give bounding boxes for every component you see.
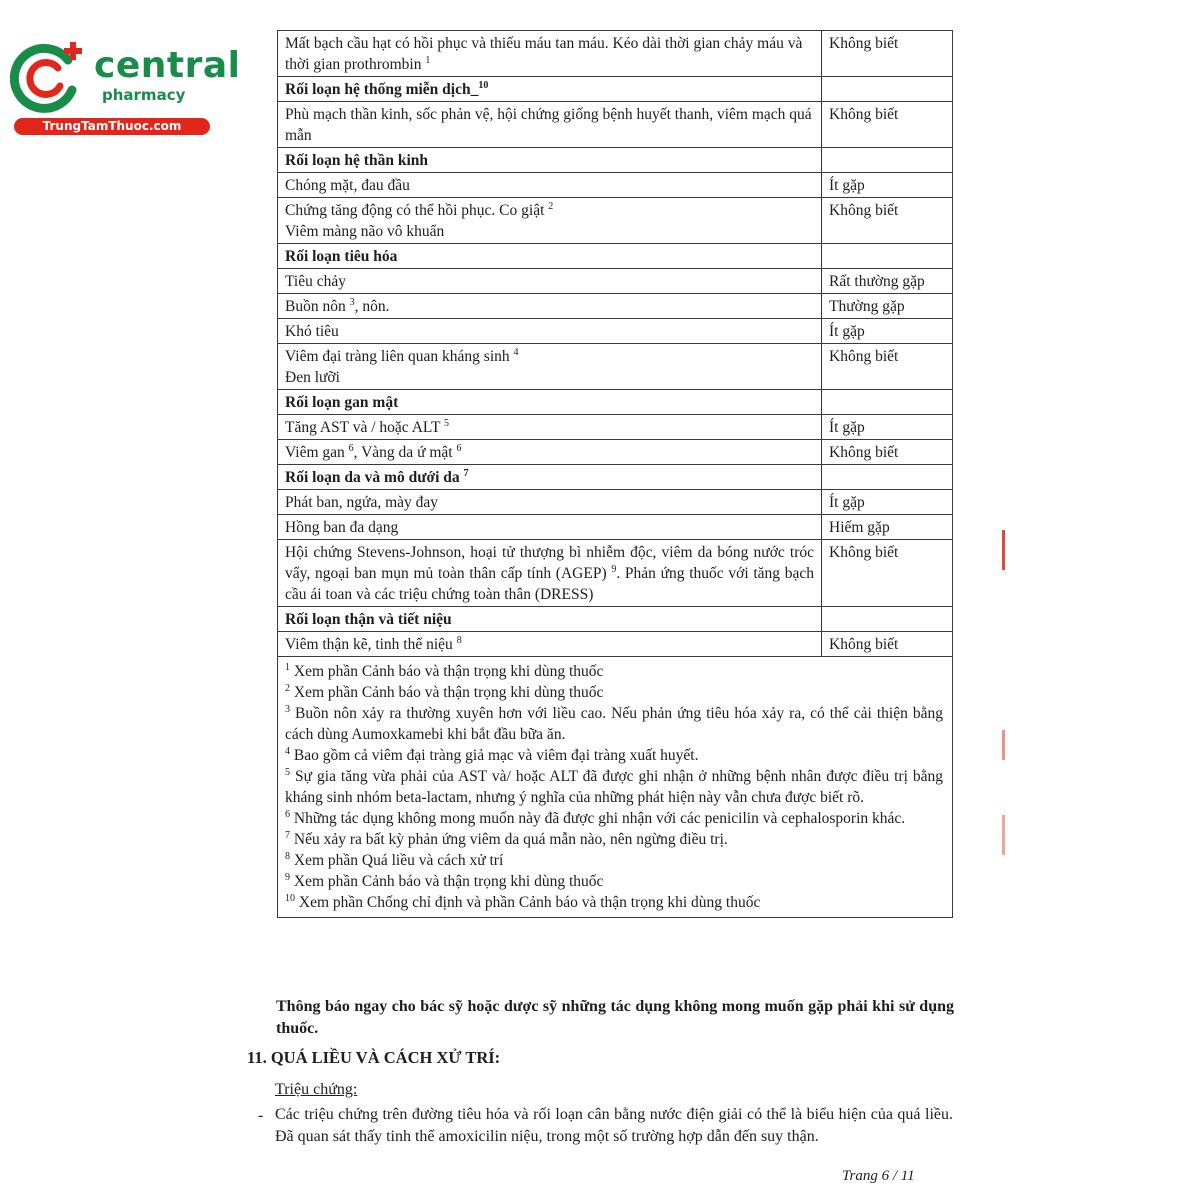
footnote-ref: 3 (349, 296, 355, 308)
footnote (285, 850, 943, 871)
frequency-cell (822, 465, 953, 490)
frequency-cell (822, 77, 953, 102)
footnote-number: 7 (285, 829, 290, 841)
effect-text: Buồn nôn (285, 298, 346, 315)
frequency-cell (822, 244, 953, 269)
group-title: Rối loạn da và mô dưới da (285, 469, 460, 486)
footnote-number: 2 (285, 682, 290, 694)
group-title: Rối loạn hệ thống miễn dịch (285, 81, 471, 98)
effect-text: Khó tiêu (285, 323, 339, 340)
effect-text: Viêm màng não vô khuẩn (285, 223, 445, 240)
group-title: Rối loạn gan mật (285, 394, 399, 411)
footnote (285, 661, 943, 682)
footnote-ref: 5 (444, 417, 450, 429)
table-row (278, 294, 953, 319)
frequency-cell: Không biết (822, 540, 953, 607)
pharmacy-logo (10, 38, 241, 138)
frequency-cell: Không biết (822, 102, 953, 148)
stamp-edge-mark (1002, 815, 1005, 855)
section-title: 11. QUÁ LIỀU VÀ CÁCH XỬ TRÍ: (247, 1048, 501, 1067)
table-row (278, 198, 953, 244)
table-row-header (278, 465, 953, 490)
table-row (278, 440, 953, 465)
stamp-edge-mark (1002, 530, 1005, 570)
effect-text: Viêm gan (285, 444, 345, 461)
footnote-ref: 6 (348, 442, 354, 454)
frequency-cell: Thường gặp (822, 294, 953, 319)
footnote-number: 8 (285, 850, 290, 862)
table-row-header (278, 607, 953, 632)
footnote-ref: 6 (456, 442, 462, 454)
frequency-cell (822, 148, 953, 173)
footnote-number: 4 (285, 745, 290, 757)
page-number: Trang 6 / 11 (842, 1168, 915, 1184)
footnote-number: 5 (285, 766, 290, 778)
effect-text: Viêm thận kẽ, tinh thể niệu (285, 636, 453, 653)
footnote (285, 745, 943, 766)
effect-text: , nôn. (354, 298, 390, 315)
frequency-cell: Không biết (822, 440, 953, 465)
footnote-text: Xem phần Cảnh báo và thận trọng khi dùng thuốc (293, 663, 604, 680)
footnote-number: 6 (285, 808, 290, 820)
footnote-text: Nếu xảy ra bất kỳ phản ứng viêm da quá mẫn nào, nên ngừng điều trị. (293, 831, 728, 848)
frequency-cell (822, 390, 953, 415)
footnote-number: 9 (285, 871, 290, 883)
effect-text: , Vàng da ứ mật (353, 444, 453, 461)
frequency-cell: Không biết (822, 198, 953, 244)
table-row (278, 173, 953, 198)
footnote-ref: 1 (425, 54, 431, 66)
effect-text: Tiêu chảy (285, 273, 346, 290)
footnote-text: Sự gia tăng vừa phải của AST và/ hoặc ALT đã được ghi nhận ở những bệnh nhân được điều trị bằng kháng sinh nhóm beta-lactam, nhưng ý nghĩa của những phát hiện này vẫn chưa được biết rõ. (285, 768, 944, 806)
footnote-number: 10 (285, 892, 295, 904)
report-warning: Thông báo ngay cho bác sỹ hoặc dược sỹ những tác dụng không mong muốn gặp phải khi sử dụng thuốc. (276, 998, 954, 1037)
effect-text: Viêm đại tràng liên quan kháng sinh (285, 348, 510, 365)
group-title: Rối loạn tiêu hóa (285, 248, 398, 265)
effect-text: Đen lưỡi (285, 369, 340, 386)
footnote-ref: 4 (513, 346, 519, 358)
frequency-cell: Ít gặp (822, 173, 953, 198)
footnote-ref: 10 (478, 79, 489, 91)
frequency-cell (822, 607, 953, 632)
frequency-cell: Rất thường gặp (822, 269, 953, 294)
footnote-ref: 9 (611, 563, 617, 575)
table-row-header (278, 390, 953, 415)
effect-text: Tăng AST và / hoặc ALT (285, 419, 441, 436)
frequency-cell: Ít gặp (822, 490, 953, 515)
table-row (278, 490, 953, 515)
table-row (278, 515, 953, 540)
effect-text: Phù mạch thần kinh, sốc phản vệ, hội chứng giống bệnh huyết thanh, viêm mạch quá mẫn (285, 106, 812, 144)
table-row-header (278, 244, 953, 269)
logo-url: TrungTamThuoc.com (14, 118, 210, 135)
footnote-number: 3 (285, 703, 290, 715)
bullet-marker: - (258, 1107, 264, 1124)
effect-text: Mất bạch cầu hạt có hồi phục và thiếu máu tan máu. Kéo dài thời gian chảy máu và thời gian prothrombin (285, 35, 803, 73)
effect-text: Chóng mặt, đau đầu (285, 177, 410, 194)
table-row (278, 415, 953, 440)
frequency-cell: Không biết (822, 31, 953, 77)
table-row (278, 102, 953, 148)
logo-brand: central (94, 45, 241, 86)
logo-subtitle: pharmacy (102, 86, 186, 104)
section-subheading: Triệu chứng: (275, 1081, 358, 1098)
table-row-header: Rối loạn hệ thống miễn dịch_$^{10}$ (278, 77, 953, 102)
table-row (278, 31, 953, 77)
footnote-number: 1 (285, 661, 290, 673)
footnote-text: Xem phần Cảnh báo và thận trọng khi dùng thuốc (293, 684, 604, 701)
effect-text: Hội chứng Stevens-Johnson, hoại tử thượng bì nhiễm độc, viêm da bóng nước tróc vẩy, ngoại ban mụn mủ toàn thân cấp tính (AGEP) (285, 544, 814, 582)
logo-mark-icon (10, 38, 94, 118)
effect-text: . Phản ứng thuốc với tăng bạch cầu ái toan và các triệu chứng toàn thân (DRESS) (285, 565, 814, 603)
stamp-edge-mark (1002, 730, 1005, 760)
footnote-text: Những tác dụng không mong muốn này đã được ghi nhận với các penicilin và cephalosporin khác. (293, 810, 906, 827)
effect-text: Phát ban, ngứa, mày đay (285, 494, 439, 511)
frequency-cell: Hiếm gặp (822, 515, 953, 540)
table-row (278, 632, 953, 657)
footnote (285, 703, 943, 745)
footnote-text: Xem phần Cảnh báo và thận trọng khi dùng thuốc (293, 873, 604, 890)
footnote-text: Bao gồm cả viêm đại tràng giả mạc và viêm đại tràng xuất huyết. (293, 747, 699, 764)
table-row (278, 319, 953, 344)
footnote (285, 808, 943, 829)
footnote (285, 892, 943, 913)
footnote-text: Buồn nôn xảy ra thường xuyên hơn với liều cao. Nếu phản ứng tiêu hóa xảy ra, có thể cải thiện bằng cách dùng Aumoxkamebi khi bắt đầu bữa ăn. (285, 705, 943, 743)
footnote (285, 766, 943, 808)
frequency-cell: Không biết (822, 344, 953, 390)
footnotes-row (278, 657, 953, 918)
footnote (285, 682, 943, 703)
frequency-cell: Ít gặp (822, 415, 953, 440)
group-title: Rối loạn hệ thần kinh (285, 152, 428, 169)
table-row (278, 269, 953, 294)
footnote-ref: 7 (463, 467, 469, 479)
table-row (278, 344, 953, 390)
footnote-ref: 2 (548, 200, 554, 212)
table-row-header (278, 148, 953, 173)
footnote (285, 871, 943, 892)
frequency-cell: Không biết (822, 632, 953, 657)
footnote (285, 829, 943, 850)
table-row (278, 540, 953, 607)
footnote-text: Xem phần Chống chỉ định và phần Cảnh báo và thận trọng khi dùng thuốc (298, 894, 761, 911)
group-title: Rối loạn thận và tiết niệu (285, 611, 452, 628)
footnote-ref: 8 (456, 634, 462, 646)
effect-text: Chứng tăng động có thể hồi phục. Co giật (285, 202, 545, 219)
bullet-text: Các triệu chứng trên đường tiêu hóa và rối loạn cân bằng nước điện giải có thể là biểu hiện của quá liều. Đã quan sát thấy tinh thể amoxicilin niệu, trong một số trường hợp dẫn đến suy thận. (275, 1106, 953, 1145)
frequency-cell: Ít gặp (822, 319, 953, 344)
footnote-text: Xem phần Quá liều và cách xử trí (293, 852, 504, 869)
adverse-effects-table (277, 30, 953, 918)
effect-text: Hồng ban đa dạng (285, 519, 399, 536)
